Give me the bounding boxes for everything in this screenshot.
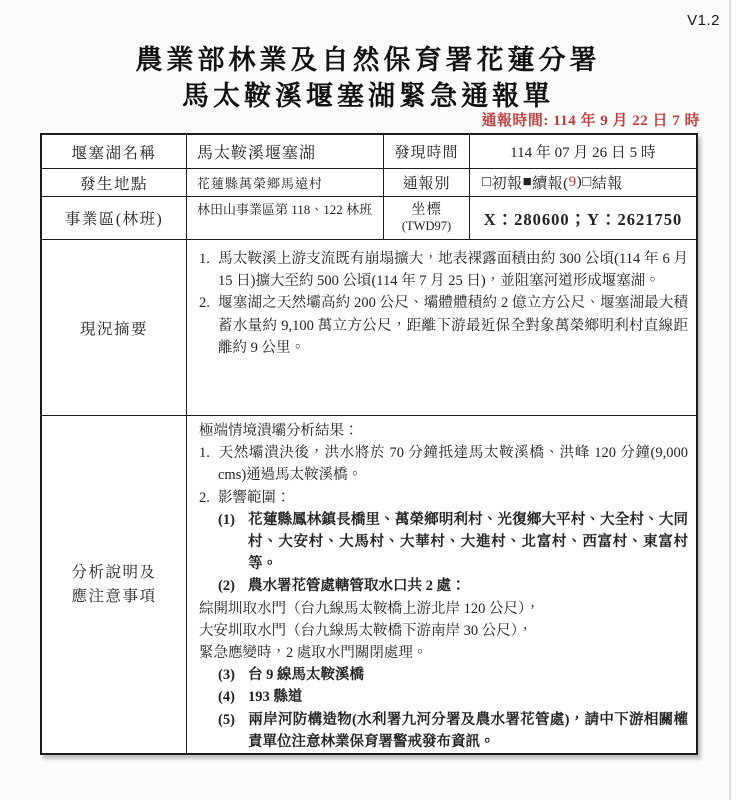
page-title-agency: 農業部林業及自然保育署花蓮分署 bbox=[135, 45, 601, 75]
report-type-final-label: 結報 bbox=[591, 176, 623, 192]
report-type-initial-label: 初報 bbox=[491, 176, 523, 192]
analysis-subitem-text: 花蓮縣鳳林鎮長橋里、萬榮鄉明利村、光復鄉大平村、大全村、大同村、大安村、大馬村、大華村、大進村、北富村、西富村、東富村等。 bbox=[248, 511, 688, 573]
field-label-coordinates bbox=[384, 197, 470, 240]
analysis-item bbox=[199, 442, 688, 486]
analysis-item bbox=[199, 487, 688, 509]
list-number: (1) bbox=[218, 511, 235, 528]
field-label-discovery-time: 發現時間 bbox=[384, 135, 470, 169]
summary-item bbox=[199, 248, 688, 292]
coordinates-label-text: 坐標 bbox=[411, 202, 442, 218]
field-value-coordinates: X：280600；Y：2621750 bbox=[470, 197, 696, 240]
analysis-subitem bbox=[218, 709, 688, 753]
table-row-lake-name bbox=[42, 135, 696, 169]
analysis-content bbox=[187, 416, 696, 753]
field-label-analysis bbox=[42, 416, 187, 753]
analysis-item-text: 天然壩潰決後，洪水將於 70 分鐘抵達馬太鞍溪橋、洪峰 120 分鐘(9,000 cms)通過馬太鞍溪橋。 bbox=[218, 445, 688, 484]
summary-content bbox=[187, 240, 696, 416]
list-number: (2) bbox=[218, 578, 235, 595]
analysis-subitem-text: 台 9 線馬太鞍溪橋 bbox=[248, 667, 364, 684]
intake-gate-line: 綜開圳取水門（台九線馬太鞍橋上游北岸 120 公尺）， bbox=[199, 600, 540, 617]
page-title-form-name: 馬太鞍溪堰塞湖緊急通報單 bbox=[182, 81, 554, 111]
summary-item bbox=[199, 292, 688, 359]
list-number: 1. bbox=[199, 445, 210, 462]
field-label-report-type: 通報別 bbox=[384, 169, 470, 197]
analysis-subitem-text: 兩岸河防構造物(水利署九河分署及農水署花管處)，請中下游相關權責單位注意林業保育署警戒發布資訊。 bbox=[248, 711, 688, 750]
summary-item-text: 馬太鞍溪上游支流既有崩塌擴大，地表裸露面積由約 300 公頃(114 年 6 月 15 日)擴大至約 500 公頃(114 年 7 月 25 日)，並阻塞河道形成堰塞湖。 bbox=[218, 251, 688, 290]
table-row-summary bbox=[42, 240, 696, 416]
report-type-followup-label: 續報( bbox=[532, 176, 569, 192]
intake-gate-line: 大安圳取水門（台九線馬太鞍橋下游南岸 30 公尺）， bbox=[199, 622, 533, 639]
coordinates-datum-text: (TWD97) bbox=[401, 219, 452, 233]
checkbox-checked-icon: ■ bbox=[522, 174, 533, 190]
analysis-subitem-text: 193 縣道 bbox=[248, 689, 303, 706]
list-number: (5) bbox=[218, 711, 235, 728]
analysis-subitem-text: 農水署花管處轄管取水口共 2 處： bbox=[248, 578, 466, 595]
notification-form-table bbox=[40, 133, 698, 755]
summary-item-text: 堰塞湖之天然壩高約 200 公尺、壩體體積約 2 億立方公尺、堰塞湖最大積蓄水量約 9,100 萬立方公尺，距離下游最近保全對象萬榮鄉明利村直線距離約 9 公里。 bbox=[218, 295, 688, 356]
analysis-subitem bbox=[218, 575, 688, 597]
field-label-summary: 現況摘要 bbox=[42, 240, 187, 416]
table-row-working-circle bbox=[42, 197, 696, 240]
intake-gate-line: 緊急應變時，2 處取水門關閉處理。 bbox=[199, 645, 428, 662]
analysis-subitem bbox=[218, 686, 688, 708]
list-number: (4) bbox=[218, 689, 235, 706]
checkbox-unchecked-icon: □ bbox=[582, 174, 592, 190]
checkbox-unchecked-icon: □ bbox=[482, 174, 492, 190]
list-number: 1. bbox=[199, 251, 210, 267]
list-number: (3) bbox=[218, 667, 235, 684]
followup-close-paren: ) bbox=[576, 174, 583, 190]
report-time: 通報時間: 114 年 9 月 22 日 7 時 bbox=[481, 113, 700, 129]
analysis-heading: 極端情境潰壩分析結果： bbox=[199, 423, 359, 439]
analysis-item-text: 影響範圍： bbox=[218, 489, 291, 506]
field-value-report-type bbox=[470, 169, 696, 197]
analysis-subitem bbox=[218, 664, 688, 686]
list-number: 2. bbox=[199, 489, 210, 506]
field-value-location: 花蓮縣萬榮鄉馬遠村 bbox=[187, 169, 384, 197]
field-label-location: 發生地點 bbox=[42, 169, 187, 197]
table-row-location bbox=[42, 169, 696, 197]
analysis-label-line2: 應注意事項 bbox=[71, 587, 157, 605]
table-row-analysis bbox=[42, 416, 696, 753]
field-value-discovery-time: 114 年 07 月 26 日 5 時 bbox=[470, 135, 696, 169]
field-label-lake-name: 堰塞湖名稱 bbox=[42, 135, 187, 169]
followup-count: 9 bbox=[568, 174, 577, 190]
scan-edge-artifact bbox=[729, 0, 731, 800]
list-number: 2. bbox=[199, 295, 210, 312]
document-version: V1.2 bbox=[687, 12, 720, 29]
field-value-working-circle: 林田山事業區第 118、122 林班 bbox=[187, 197, 384, 240]
field-value-lake-name: 馬太鞍溪堰塞湖 bbox=[187, 135, 384, 169]
field-label-working-circle: 事業區(林班) bbox=[42, 197, 187, 240]
analysis-label-line1: 分析說明及 bbox=[71, 563, 157, 581]
analysis-subitem bbox=[218, 509, 688, 576]
